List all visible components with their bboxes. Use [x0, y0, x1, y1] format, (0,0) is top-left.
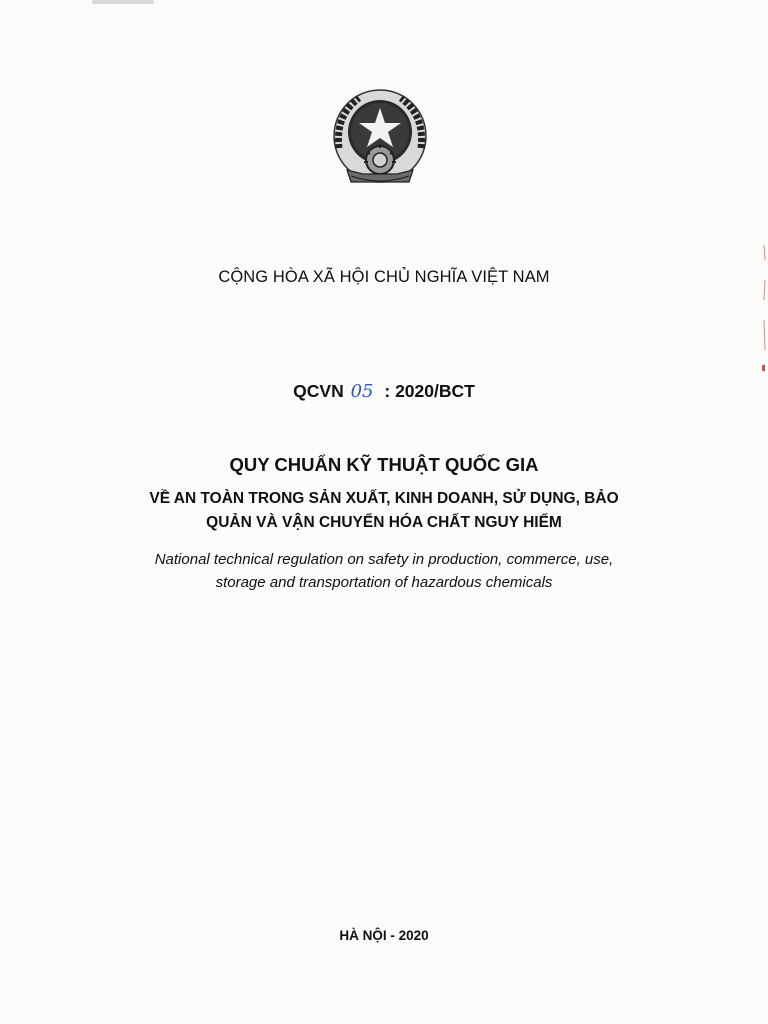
- code-suffix: : 2020/BCT: [384, 381, 475, 401]
- subtitle-vi-line-1: VỀ AN TOÀN TRONG SẢN XUẤT, KINH DOANH, SỬ DỤNG, BẢO: [149, 490, 619, 507]
- subtitle-en-line-1: National technical regulation on safety in production, commerce, use,: [154, 551, 614, 568]
- republic-name: CỘNG HÒA XÃ HỘI CHỦ NGHĨA VIỆT NAM: [218, 268, 550, 286]
- code-prefix: QCVN: [293, 381, 344, 401]
- document-title: QUY CHUẨN KỸ THUẬT QUỐC GIA: [229, 454, 539, 475]
- code-number-handwritten: 05: [350, 381, 374, 402]
- place-and-year: HÀ NỘI - 2020: [339, 928, 429, 943]
- scan-smudge: [92, 0, 154, 4]
- subtitle-vi-line-2: QUẢN VÀ VẬN CHUYỂN HÓA CHẤT NGUY HIỂM: [206, 514, 562, 531]
- national-emblem-icon: [325, 86, 435, 194]
- margin-stamp-marks: [758, 240, 768, 390]
- regulation-code: [0, 381, 768, 402]
- subtitle-en-line-2: storage and transportation of hazardous chemicals: [215, 574, 553, 591]
